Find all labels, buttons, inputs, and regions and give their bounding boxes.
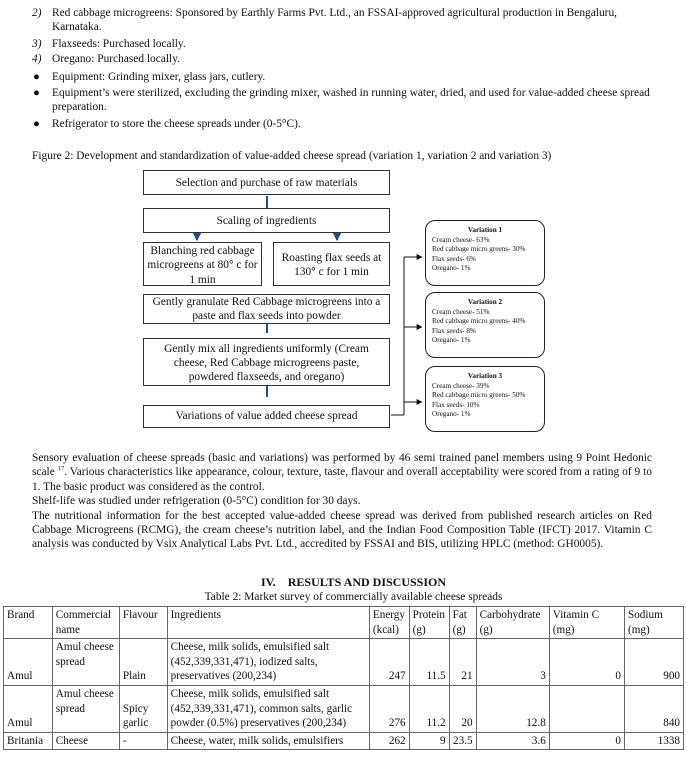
variation-line: Oregano- 1% [432, 336, 471, 345]
variation-title: Variation 2 [467, 298, 503, 306]
variation-title: Variation 1 [467, 226, 503, 234]
flow-step-selection: Selection and purchase of raw materials [143, 170, 390, 195]
paragraph-shelf-life: Shelf-life was studied under refrigeration (0-5°C) condition for 30 days. [32, 495, 361, 508]
list-item-text: Red cabbage microgreens: Sponsored by Earthly Farms Pvt. Ltd., an FSSAI-approved agricultural production in Bengaluru, Karnataka. [52, 7, 617, 34]
cell-brand: Britania [4, 732, 53, 750]
variation-card [425, 292, 545, 358]
body-text [32, 451, 652, 552]
column-header: Flavour [119, 607, 167, 639]
cell-vitamin-c: 0 [549, 732, 624, 750]
cell-sodium: 1338 [624, 732, 683, 750]
variation-line: Cream cheese- 63% [432, 235, 490, 244]
bullet-icon: ● [33, 87, 40, 99]
variation-line: Cream cheese- 39% [432, 381, 490, 390]
column-header: Carbohydrate (g) [476, 607, 549, 639]
cell-ingredients: Cheese, milk solids, emulsified salt (452,339,331,471), common salts, garlic powder (0.5%) preservatives (200,234) [167, 685, 369, 732]
paragraph-text: Sensory evaluation of cheese spreads (basic and variations) was performed by 46 semi trained panel members using 9 Point Hedonic scale [32, 452, 652, 479]
column-header: Ingredients [167, 607, 369, 639]
variation-line: Red cabbage micro greens- 50% [432, 391, 526, 400]
list-item [52, 6, 663, 35]
cell-energy: 262 [369, 732, 409, 750]
variation-line: Cream cheese- 51% [432, 307, 490, 316]
cell-flavour: Spicy garlic [119, 685, 167, 732]
flow-step-blanching: Blanching red cabbage microgreens at 80° c for 1 min [143, 242, 262, 286]
column-header: Energy (kcal) [369, 607, 409, 639]
list-item: Oregano: Purchased locally. [52, 53, 180, 65]
cell-commercial-name: Amul cheese spread [52, 685, 119, 732]
variation-line: Flax seeds- 8% [432, 326, 476, 335]
bullet-icon: ● [33, 71, 40, 83]
cell-commercial-name: Cheese [52, 732, 119, 750]
list-item: Flaxseeds: Purchased locally. [52, 38, 186, 50]
cell-carbohydrate: 3 [476, 639, 549, 686]
cell-energy: 276 [369, 685, 409, 732]
market-survey-table [3, 606, 684, 750]
flow-step-mix: Gently mix all ingredients uniformly (Cream cheese, Red Cabbage microgreens paste, powdered flaxseeds, and oregano) [143, 338, 390, 386]
variation-line: Flax seeds- 6% [432, 254, 476, 263]
paragraph-nutrition: The nutritional information for the best accepted value-added cheese spread was derived from published research articles on Red Cabbage Microgreens (RCMG), the cream cheese’s nutrition label, and the Indian Food Composition Table (IFCT) 2017. Vitamin C analysis was conducted by Vsix Analytical Labs Pvt. Ltd., accredited by FSSAI and BIS, utilizing HPLC (method: GH0005). [32, 509, 652, 551]
cell-energy: 247 [369, 639, 409, 686]
cell-fat: 23.5 [449, 732, 476, 750]
variation-line: Red cabbage micro greens- 30% [432, 245, 526, 254]
table-row [4, 685, 684, 732]
cell-flavour: Plain [119, 639, 167, 686]
cell-brand: Amul [4, 639, 53, 686]
flow-step-granulate: Gently granulate Red Cabbage microgreens into a paste and flax seeds into powder [143, 294, 390, 324]
cell-protein: 11.5 [409, 639, 449, 686]
section-heading: IV. RESULTS AND DISCUSSION [260, 575, 447, 589]
citation: 17 [57, 465, 65, 473]
cell-vitamin-c [549, 685, 624, 732]
column-header: Protein (g) [409, 607, 449, 639]
cell-ingredients: Cheese, milk solids, emulsified salt (452,339,331,471), iodized salts, preservatives (200,234) [167, 639, 369, 686]
cell-protein: 11.2 [409, 685, 449, 732]
list-number: 2) [32, 7, 42, 19]
list-number: 3) [32, 38, 42, 50]
cell-commercial-name: Amul cheese spread [52, 639, 119, 686]
bullet-item: Refrigerator to store the cheese spreads under (0-5°C). [52, 118, 301, 130]
cell-flavour: - [119, 732, 167, 750]
variation-line: Flax seeds- 10% [432, 400, 480, 409]
variation-line: Red cabbage micro greens- 40% [432, 317, 526, 326]
column-header: Fat (g) [449, 607, 476, 639]
cell-brand: Amul [4, 685, 53, 732]
paragraph-sensory [32, 451, 652, 494]
variation-card [425, 220, 545, 286]
variation-title: Variation 3 [467, 372, 503, 380]
table-row [4, 732, 684, 750]
bullet-item: Equipment: Grinding mixer, glass jars, cutlery. [52, 71, 266, 83]
cell-fat: 21 [449, 639, 476, 686]
flow-step-scaling: Scaling of ingredients [143, 208, 390, 233]
cell-carbohydrate: 12.8 [476, 685, 549, 732]
variation-line: Oregano- 1% [432, 410, 471, 419]
cell-carbohydrate: 3.6 [476, 732, 549, 750]
table-caption: Table 2: Market survey of commercially available cheese spreads [204, 591, 503, 603]
figure-caption: Figure 2: Development and standardization of value-added cheese spread (variation 1, variation 2 and variation 3) [32, 150, 552, 162]
table-header-row [4, 607, 684, 639]
bullet-item: Equipment’s were sterilized, excluding the grinding mixer, washed in running water, dried, and used for value-added cheese spread preparation. [52, 87, 650, 114]
bullet-icon: ● [33, 118, 40, 130]
column-header: Brand [4, 607, 53, 639]
cell-protein: 9 [409, 732, 449, 750]
variation-card [425, 366, 545, 432]
variation-line: Oregano- 1% [432, 264, 471, 273]
paragraph-text: . Various characteristics like appearance, colour, texture, taste, flavour and overall acceptability were scored from a rating of 9 to 1. The basic product was considered as the control. [32, 466, 652, 493]
cell-sodium: 900 [624, 639, 683, 686]
flow-step-variations: Variations of value added cheese spread [143, 405, 390, 428]
table-row [4, 639, 684, 686]
cell-vitamin-c: 0 [549, 639, 624, 686]
cell-ingredients: Cheese, water, milk solids, emulsifiers [167, 732, 369, 750]
column-header: Sodium (mg) [624, 607, 683, 639]
cell-sodium: 840 [624, 685, 683, 732]
flow-step-roasting: Roasting flax seeds at 130° c for 1 min [273, 242, 390, 286]
list-number: 4) [32, 53, 42, 65]
column-header: Commercial name [52, 607, 119, 639]
cell-fat: 20 [449, 685, 476, 732]
column-header: Vitamin C (mg) [549, 607, 624, 639]
